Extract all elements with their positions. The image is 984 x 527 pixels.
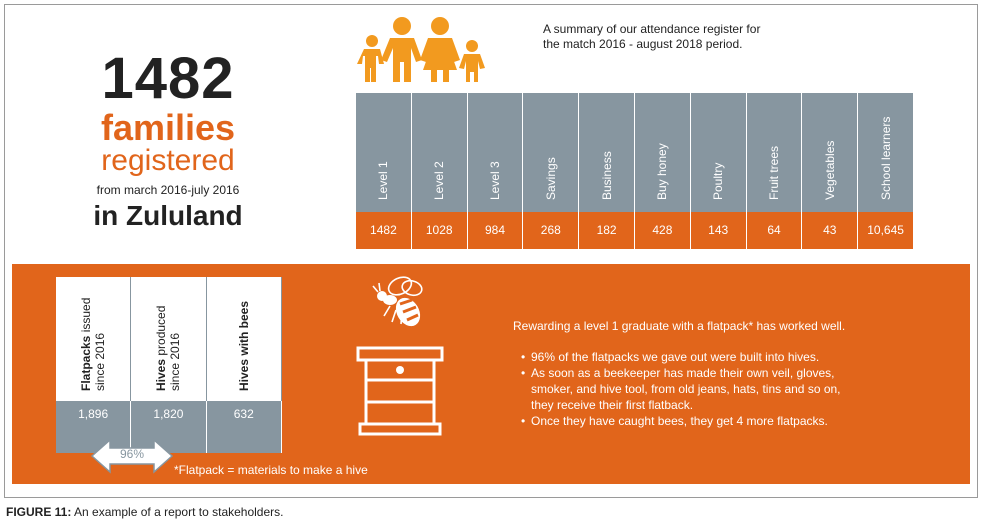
attendance-header <box>579 93 635 212</box>
attendance-header-label: Vegetables <box>822 140 837 200</box>
attendance-value: 143 <box>691 212 747 249</box>
hive-header <box>56 277 131 401</box>
attendance-column <box>356 93 412 249</box>
attendance-header <box>691 93 747 212</box>
attendance-header-label: Buy honey <box>655 143 670 200</box>
summary-line-1: A summary of our attendance register for <box>543 22 761 36</box>
attendance-header <box>635 93 691 212</box>
attendance-header <box>858 93 914 212</box>
hive-table <box>56 277 282 453</box>
registered-label: registered <box>101 144 235 177</box>
attendance-column <box>468 93 524 249</box>
reward-bullets <box>521 350 941 430</box>
summary-line-2: the match 2016 - august 2018 period. <box>543 37 743 51</box>
attendance-header-label: Level 2 <box>432 161 447 200</box>
attendance-header <box>802 93 858 212</box>
hive-value: 1,896 <box>56 401 131 453</box>
hive-header-bold: Flatpacks <box>79 335 94 391</box>
hive-value: 632 <box>207 401 282 453</box>
hive-column <box>131 277 206 453</box>
attendance-column <box>412 93 468 249</box>
attendance-value: 268 <box>523 212 579 249</box>
families-label: families <box>100 107 236 148</box>
bee-icon <box>370 272 430 334</box>
attendance-value: 182 <box>579 212 635 249</box>
flatpack-footnote: *Flatpack = materials to make a hive <box>174 463 368 477</box>
hive-header-line2: since 2016 <box>93 332 108 391</box>
attendance-header-label: Poultry <box>711 162 726 200</box>
figure-caption <box>6 505 283 519</box>
hive-header-label <box>237 301 251 391</box>
attendance-column <box>691 93 747 249</box>
conversion-rate-label: 96% <box>119 447 145 461</box>
hive-header-label <box>79 298 107 391</box>
attendance-column <box>802 93 858 249</box>
attendance-header-label: Savings <box>543 157 558 200</box>
hive-header-rest: produced <box>154 305 169 359</box>
attendance-header <box>747 93 803 212</box>
hive-header-rest: issued <box>79 297 94 336</box>
bullet-continuation: smoker, and hive tool, from old jeans, hats, tins and so on, <box>531 382 841 396</box>
attendance-header-label: Level 3 <box>487 161 502 200</box>
bullet-item: • 96% of the flatpacks we gave out were built into hives. <box>521 350 941 365</box>
attendance-column <box>579 93 635 249</box>
registration-period: from march 2016-july 2016 <box>96 183 240 197</box>
attendance-header-label: Fruit trees <box>766 145 781 200</box>
attendance-header-label: Business <box>599 151 614 200</box>
hive-header <box>207 277 282 401</box>
hive-header-bold: Hives <box>154 358 169 391</box>
beehive-icon <box>354 344 446 440</box>
hive-header-line2: since 2016 <box>168 332 183 391</box>
attendance-column <box>523 93 579 249</box>
attendance-value: 10,645 <box>858 212 914 249</box>
attendance-header-label: School learners <box>878 116 893 200</box>
hive-header <box>131 277 206 401</box>
attendance-header <box>412 93 468 212</box>
reward-heading: Rewarding a level 1 graduate with a flatpack* has worked well. <box>513 319 846 333</box>
attendance-table <box>356 93 914 249</box>
hive-header-bold: Hives with bees <box>236 300 251 391</box>
figure-label: FIGURE 11: <box>6 505 72 519</box>
summary-text <box>543 22 803 52</box>
attendance-header <box>468 93 524 212</box>
family-icon <box>354 14 500 84</box>
figure-text: An example of a report to stakeholders. <box>71 505 284 519</box>
attendance-header <box>523 93 579 212</box>
attendance-value: 984 <box>468 212 524 249</box>
attendance-header-label: Level 1 <box>376 161 391 200</box>
attendance-column <box>747 93 803 249</box>
hive-header-label <box>154 306 182 391</box>
hive-column <box>56 277 131 453</box>
attendance-header <box>356 93 412 212</box>
bullet-item: • Once they have caught bees, they get 4 more flatpacks. <box>521 414 941 429</box>
attendance-value: 428 <box>635 212 691 249</box>
attendance-column <box>635 93 691 249</box>
families-count: 1482 <box>101 46 235 111</box>
location-label: in Zululand <box>93 200 243 231</box>
attendance-value: 1028 <box>412 212 468 249</box>
attendance-column <box>858 93 914 249</box>
attendance-value: 1482 <box>356 212 412 249</box>
attendance-value: 43 <box>802 212 858 249</box>
attendance-value: 64 <box>747 212 803 249</box>
bullet-continuation: they receive their first flatback. <box>531 398 694 412</box>
bullet-item: • As soon as a beekeeper has made their own veil, gloves, <box>521 366 941 381</box>
hive-column <box>207 277 282 453</box>
hive-value: 1,820 <box>131 401 206 453</box>
